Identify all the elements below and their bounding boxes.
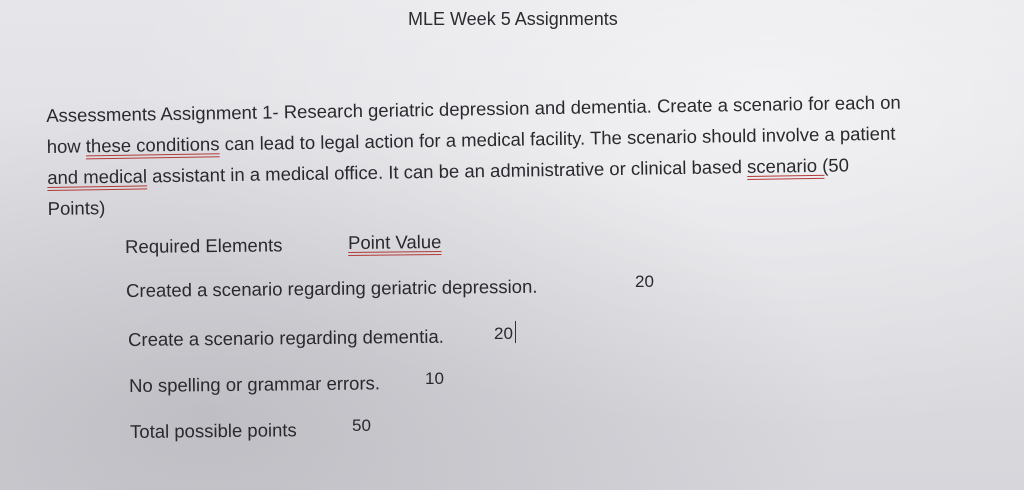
assignment-description <box>46 85 988 224</box>
document-title: MLE Week 5 Assignments <box>408 9 618 29</box>
rubric-row-points: 50 <box>352 416 371 435</box>
points-value: 20 <box>494 324 513 343</box>
paragraph-text: can lead to legal action for a medical facility. The scenario should involve a patient <box>219 122 896 155</box>
paragraph-text: Points) <box>47 197 106 219</box>
rubric-header-points[interactable]: Point Value <box>348 231 442 253</box>
rubric-row-points: 10 <box>425 369 444 388</box>
rubric-row-label: Total possible points <box>130 419 297 442</box>
paragraph-text: Assessments Assignment 1- Research geriatric depression and dementia. Create a scenario for each on <box>46 91 901 126</box>
text-cursor <box>515 321 516 343</box>
rubric-row-points <box>494 321 516 344</box>
paragraph-text: how <box>46 135 86 157</box>
spellcheck-underlined-text[interactable]: these conditions <box>85 133 220 157</box>
spellcheck-underlined-text[interactable]: and medical <box>47 165 148 188</box>
rubric-row-label: No spelling or grammar errors. <box>129 372 381 396</box>
rubric-row-points: 20 <box>635 272 654 291</box>
spellcheck-underlined-text[interactable]: scenario ( <box>746 154 829 177</box>
rubric-row-label: Created a scenario regarding geriatric depression. <box>126 275 538 301</box>
rubric-row-label: Create a scenario regarding dementia. <box>128 325 444 350</box>
paragraph-text: 50 <box>828 154 850 176</box>
rubric-header-elements: Required Elements <box>125 234 283 257</box>
paragraph-text: assistant in a medical office. It can be an administrative or clinical based <box>146 155 748 187</box>
